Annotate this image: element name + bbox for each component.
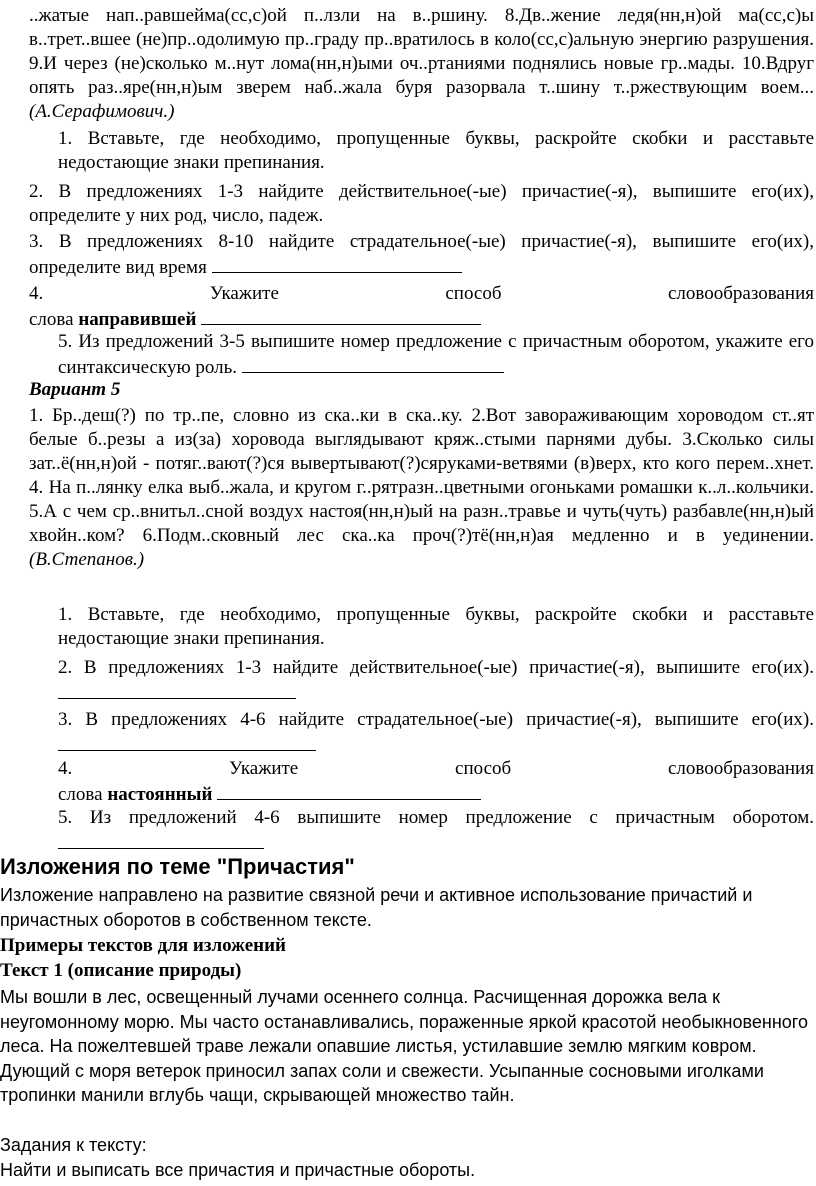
task-word: Укажите xyxy=(209,283,279,304)
target-word: настоянный xyxy=(107,784,213,805)
answer-blank[interactable] xyxy=(58,732,316,751)
task-word: словообразования xyxy=(667,758,814,779)
variant5-author: (В.Степанов.) xyxy=(29,549,145,570)
task-word: способ xyxy=(445,283,502,304)
variant4-task-4 xyxy=(29,282,814,332)
task-word: словообразования xyxy=(668,283,814,304)
task-word: 4. xyxy=(29,283,44,304)
task-line: Найти и выписать все причастия и причастные обороты. xyxy=(0,1160,476,1180)
task-prefix: слова xyxy=(29,309,74,330)
variant4-text xyxy=(29,4,814,124)
variant5-text-body: 1. Бр..деш(?) по тр..пе, словно из ска..ки в ска..ку. 2.Вот завораживающим хороводом ст..ят белые б..резы а из(за) хоровода выглядывают кряж..стыми парнями дубы. 3.Сколько силы зат..ё(нн,н)ой - потяг..вают(?)ся вывертывают(?)сяруками-ветвями (в)верх, кто кого перем..хнет. 4. На п..лянку елка выб..жала, и кругом г..рятразн..цветными огоньками ромашки к..л..кольчики. 5.А с чем ср..внитьл..сной воздух настоя(нн,н)ый на разн..травье и чуть(чуть) разбавле(нн,н)ый хвойн..ком? 6.Подм..сковный лес ска..ка проч(?)тё(нн,н)ая медленно и в уединении. xyxy=(29,405,814,546)
variant4-task-4-word-line xyxy=(29,306,814,332)
variant5-task-4-word-line xyxy=(58,781,814,807)
answer-blank[interactable] xyxy=(58,830,264,849)
variant4-text-body: ..жатые нап..равшейма(сс,с)ой п..лзли на в..ршину. 8.Дв..жение ледя(нн,н)ой ма(сс,с)ы в..трет..вшее (не)пр..одолимую пр..граду пр..вратилось в коло(сс,с)альную энергию разрушения. 9.И через (не)сколько м..нут лома(нн,н)ыми оч..ртаниями поднялись новые гр..мады. 10.Вдруг опять раз..яре(нн,н)ым зверем наб..жала буря разорвала т..шину т..ржествующим воем... xyxy=(29,5,814,98)
variant5-task-3-text: 3. В предложениях 4-6 найдите страдательное(-ые) причастие(-я), выпишите его(их). xyxy=(58,709,814,730)
variant4-task-5-text: 5. Из предложений 3-5 выпишите номер предложение с причастным оборотом, укажите его синтаксическую роль. xyxy=(58,331,814,378)
variant4-task-3-text: 3. В предложениях 8-10 найдите страдательное(-ые) причастие(-я), выпишите его(их), определите вид время xyxy=(29,231,814,278)
task-prefix: слова xyxy=(58,784,103,805)
answer-blank[interactable] xyxy=(212,254,462,273)
variant4-task-3 xyxy=(29,230,814,280)
task-word: Укажите xyxy=(229,758,299,779)
text1-title: Текст 1 (описание природы) xyxy=(0,960,242,981)
answer-blank[interactable] xyxy=(58,680,296,699)
variant5-title: Вариант 5 xyxy=(29,379,121,400)
variant5-task-1: 1. Вставьте, где необходимо, пропущенные буквы, раскройте скобки и расставьте недостающие знаки препинания. xyxy=(58,604,814,649)
variant4-task-2: 2. В предложениях 1-3 найдите действительное(-ые) причастие(-я), выпишите его(их), определите у них род, число, падеж. xyxy=(29,181,814,226)
variant4-author: (А.Серафимович.) xyxy=(29,101,175,122)
variant4-task-1: 1. Вставьте, где необходимо, пропущенные буквы, раскройте скобки и расставьте недостающие знаки препинания. xyxy=(58,128,814,173)
variant5-task-4 xyxy=(58,757,814,807)
essay-intro: Изложение направлено на развитие связной речи и активное использование причастий и причастных оборотов в собственном тексте. xyxy=(0,885,753,930)
target-word: направившей xyxy=(78,309,197,330)
variant5-text xyxy=(29,404,814,572)
essay-heading: Изложения по теме "Причастия" xyxy=(0,854,355,879)
variant4-task-4-line xyxy=(29,282,814,306)
variant5-task-3 xyxy=(58,708,814,758)
answer-blank[interactable] xyxy=(217,781,481,800)
tasks-label: Задания к тексту: xyxy=(0,1135,147,1155)
variant5-task-5: 5. Из предложений 4-6 выпишите номер предложение с причастным оборотом. xyxy=(58,807,814,828)
variant5-task-2 xyxy=(58,656,814,706)
task-word: способ xyxy=(455,758,512,779)
variant5-task-5-answer xyxy=(58,830,814,854)
answer-blank[interactable] xyxy=(201,306,481,325)
examples-title: Примеры текстов для изложений xyxy=(0,935,286,956)
variant5-task-4-line xyxy=(58,757,814,781)
answer-blank[interactable] xyxy=(242,354,504,373)
text1-body: Мы вошли в лес, освещенный лучами осеннего солнца. Расчищенная дорожка вела к неугомонному морю. Мы часто останавливались, пораженные яркой красотой необыкновенного леса. На пожелтевшей траве лежали опавшие листья, устилавшие землю мягким ковром. Дующий с моря ветерок приносил запах соли и свежести. Усыпанные сосновыми иголками тропинки манили вглубь чащи, скрывающей множество тайн. xyxy=(0,987,808,1105)
variant4-task-5 xyxy=(58,330,814,380)
task-word: 4. xyxy=(58,758,73,779)
variant5-task-2-text: 2. В предложениях 1-3 найдите действительное(-ые) причастие(-я), выпишите его(их). xyxy=(58,657,814,678)
